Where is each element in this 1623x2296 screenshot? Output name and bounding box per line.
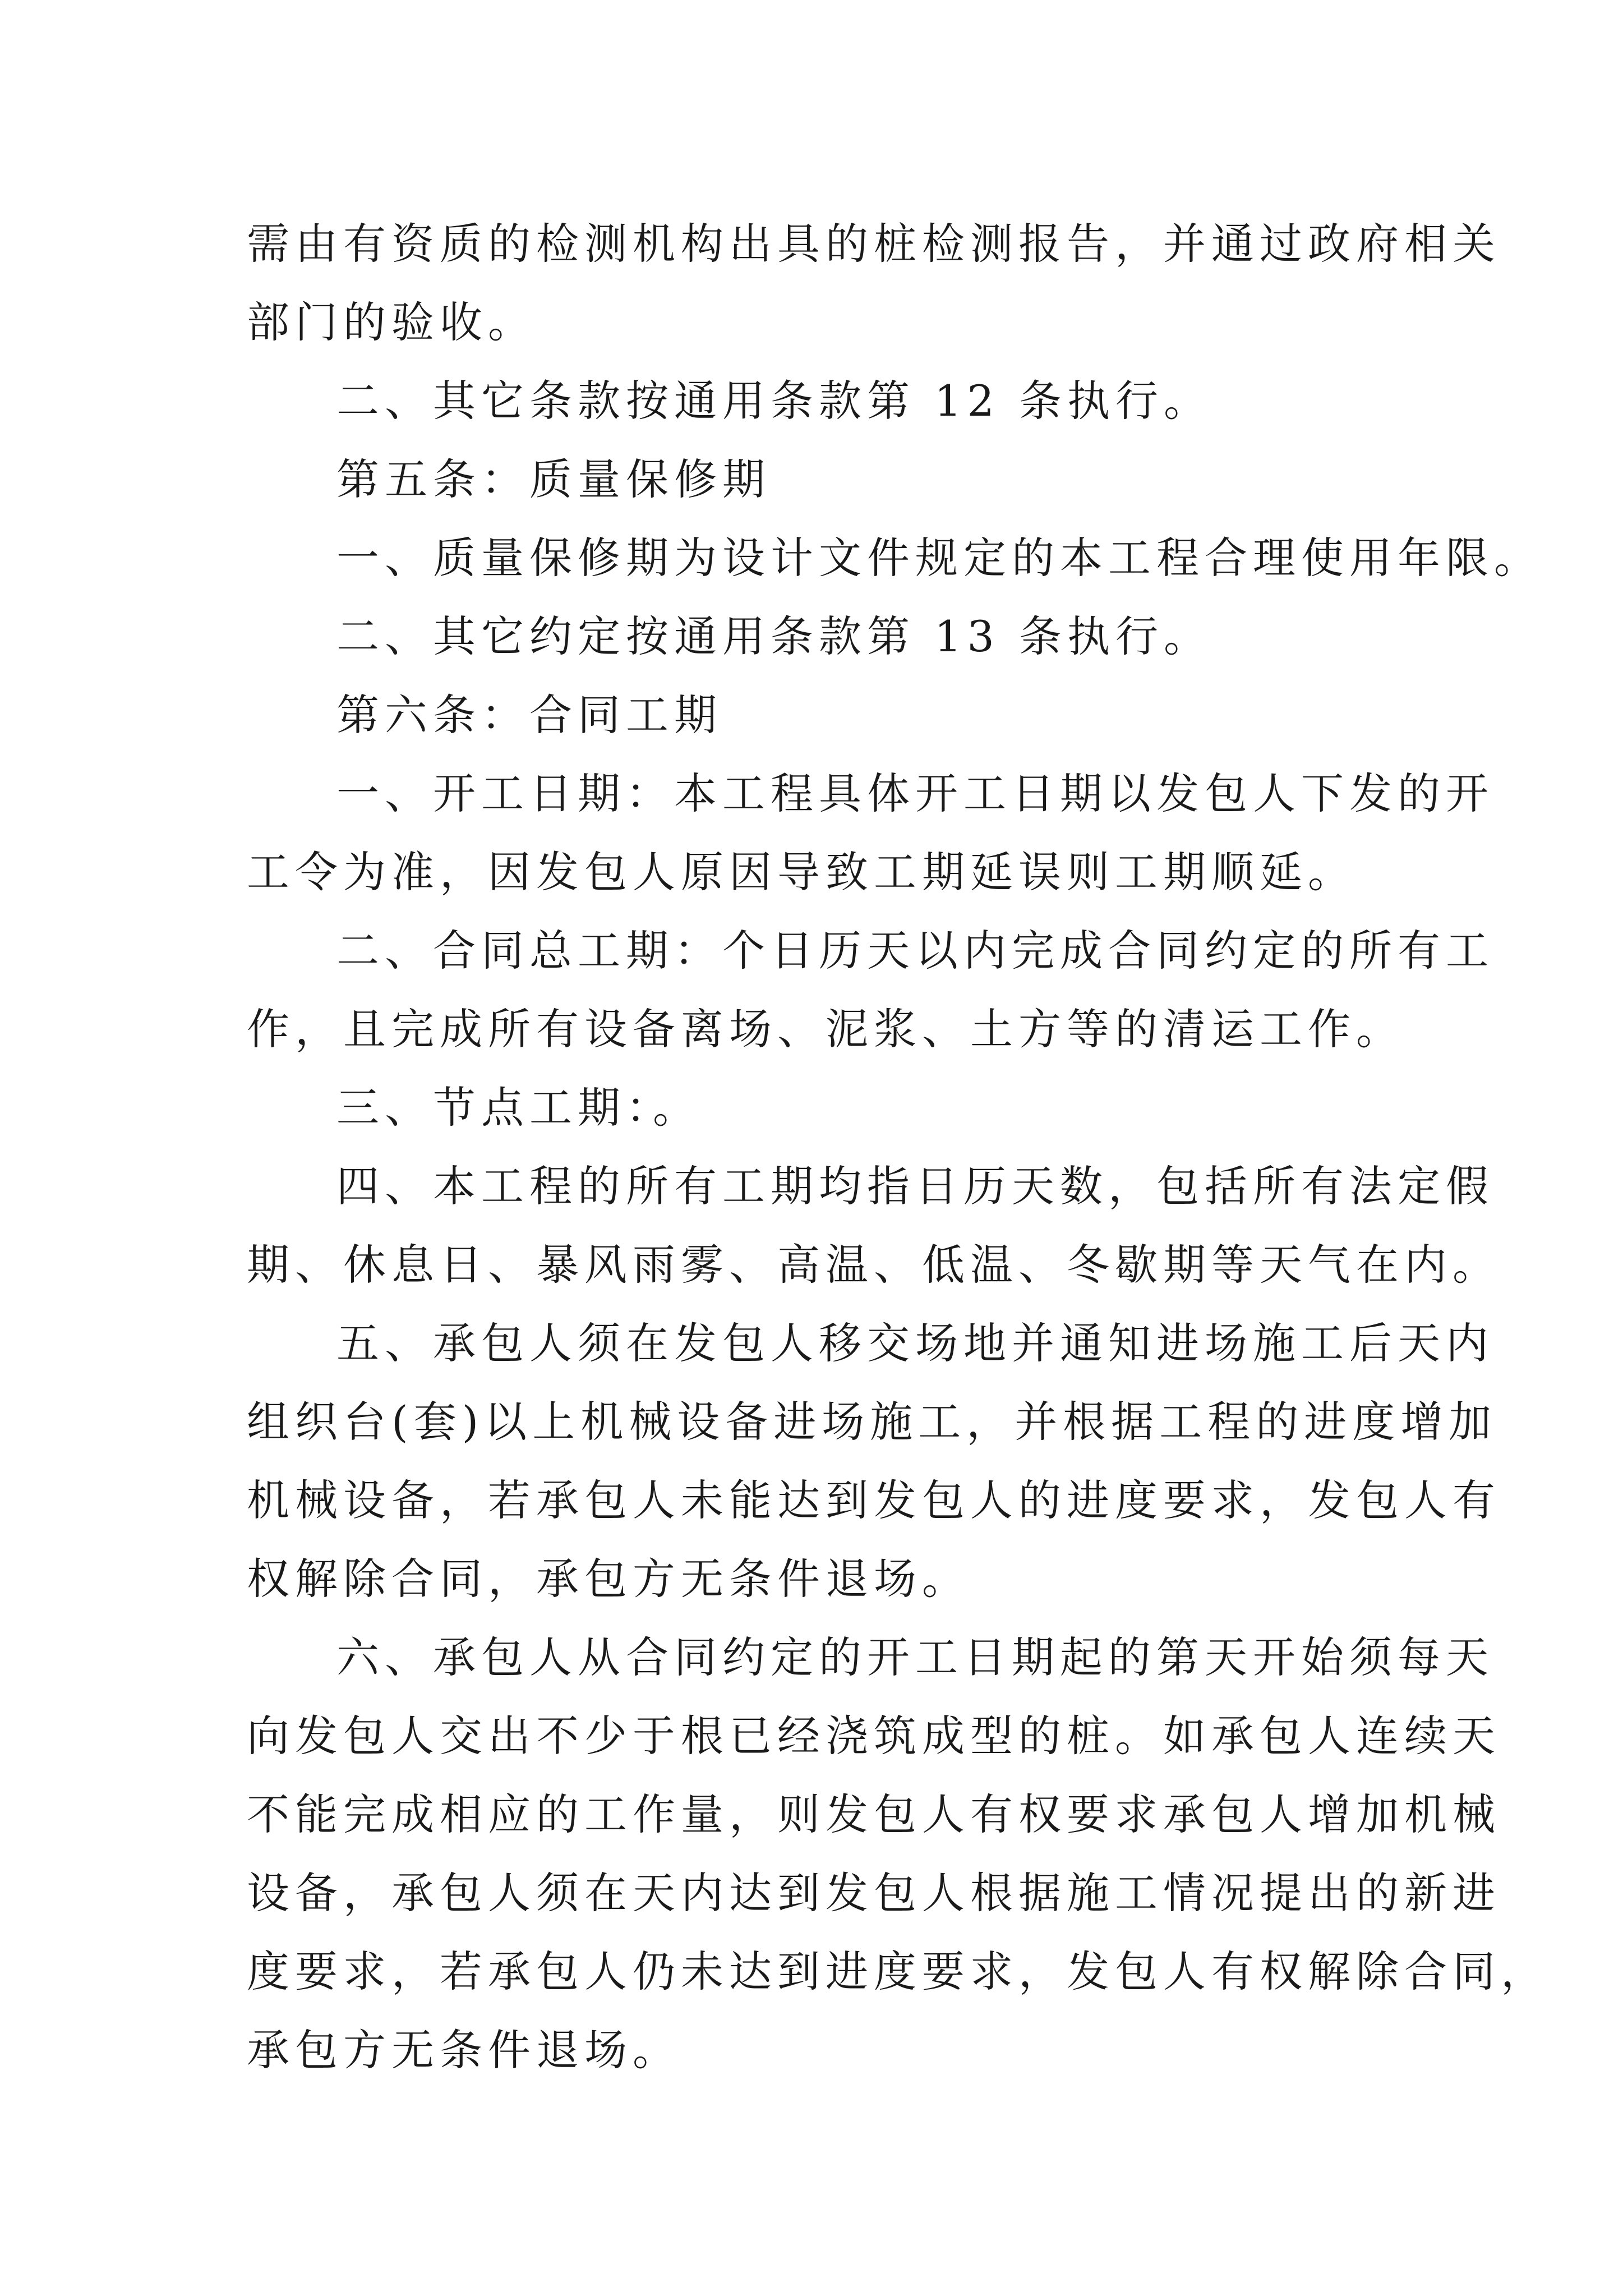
text-line: 三、节点工期：。 [336, 1083, 701, 1133]
text-line: 度要求，若承包人仍未达到进度要求，发包人有权解除合同， [247, 1947, 1549, 1996]
text-line: 期、休息日、暴风雨雾、高温、低温、冬歇期等天气在内。 [247, 1240, 1501, 1290]
text-line: 二、其它约定按通用条款第 13 条执行。 [336, 611, 1212, 661]
text-line: 机械设备，若承包人未能达到发包人的进度要求，发包人有 [247, 1475, 1501, 1525]
text-line: 不能完成相应的工作量，则发包人有权要求承包人增加机械 [247, 1789, 1501, 1839]
text-line: 六、承包人从合同约定的开工日期起的第天开始须每天 [336, 1632, 1494, 1682]
text-line: 二、其它条款按通用条款第 12 条执行。 [336, 376, 1212, 426]
text-line: 一、开工日期：本工程具体开工日期以发包人下发的开 [336, 769, 1494, 818]
text-line: 承包方无条件退场。 [247, 2025, 681, 2075]
text-line: 一、质量保修期为设计文件规定的本工程合理使用年限。 [336, 533, 1542, 583]
text-line: 设备，承包人须在天内达到发包人根据施工情况提出的新进 [247, 1868, 1501, 1918]
text-line: 二、合同总工期：个日历天以内完成合同约定的所有工 [336, 926, 1494, 976]
text-line: 组织台(套)以上机械设备进场施工，并根据工程的进度增加 [247, 1397, 1497, 1447]
text-line: 四、本工程的所有工期均指日历天数，包括所有法定假 [336, 1161, 1494, 1211]
text-line: 需由有资质的检测机构出具的桩检测报告，并通过政府相关 [247, 219, 1501, 269]
section-heading: 第五条：质量保修期 [336, 454, 771, 504]
text-line: 工令为准，因发包人原因导致工期延误则工期顺延。 [247, 847, 1356, 897]
text-line: 五、承包人须在发包人移交场地并通知进场施工后天内 [336, 1318, 1494, 1368]
text-line: 向发包人交出不少于根已经浇筑成型的桩。如承包人连续天 [247, 1711, 1501, 1761]
text-line: 作，且完成所有设备离场、泥浆、土方等的清运工作。 [247, 1004, 1404, 1054]
text-line: 权解除合同，承包方无条件退场。 [247, 1554, 970, 1604]
section-heading: 第六条：合同工期 [336, 690, 722, 740]
text-line: 部门的验收。 [247, 297, 536, 347]
